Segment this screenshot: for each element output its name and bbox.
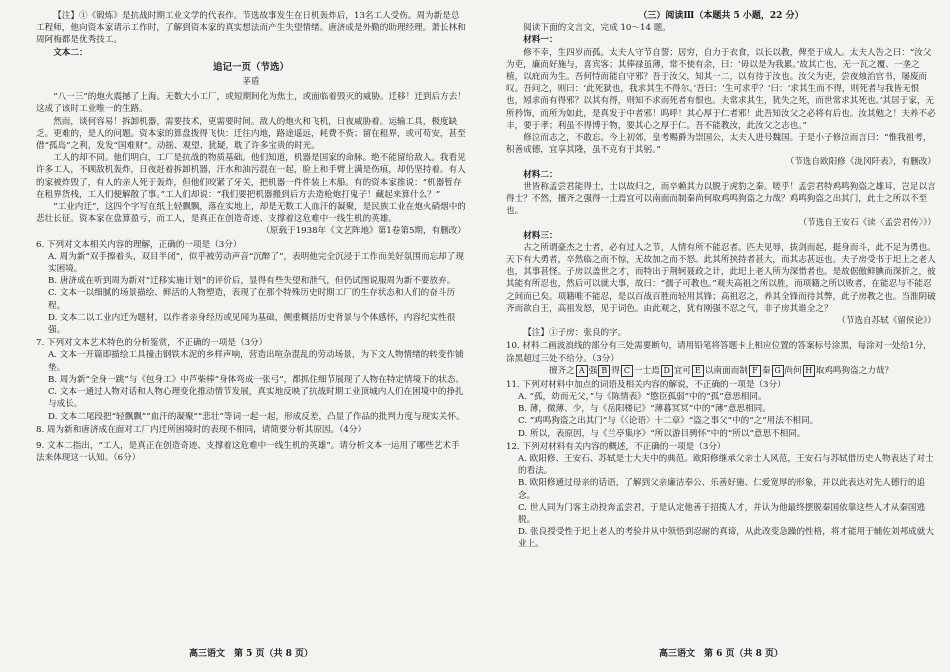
question-6: 6. 下列对文本相关内容的理解，正确的一项是（3分） (36, 239, 242, 250)
q10-segment: 擅齐之 (548, 365, 575, 376)
q10-box[interactable]: D (661, 365, 673, 377)
q7-option-c: C. 文本一通过人物对话和人物心理变化推动情节发展，真实地反映了抗战时期工业顶城内人们在困境中的挣扎与成长。 (48, 387, 464, 410)
question-7: 7. 下列对文本艺术特色的分析鉴赏，不正确的一项是（3分） (36, 338, 268, 349)
q10-segment: 强 (588, 365, 598, 376)
question-9: 9. 文本二指出，“工人，是真正在创造奇迹、支撑着这危难中一线生机的英雄”。请分析文本一运用了哪些艺术手法来体现这一认知。（6分） (36, 440, 460, 464)
q10-box[interactable]: H (803, 365, 815, 377)
text2-title: 追记一页（节选） (212, 61, 289, 73)
q7-option-a: A. 文本一开篇即描绘工具撞击钢铁木泥的乡样声响，营造出喧杂混乱的劳动场景，为下文人物情绪的转变作铺垫。 (48, 350, 464, 373)
q6-option-c: C. 文本一以细腻的场景描绘、鲜活的人物塑造，表现了在那个特殊历史时期工厂的生存状态和人们的奋斗历程。 (48, 288, 456, 311)
q10-segment: 得 (611, 365, 620, 376)
text2-paragraph: 然而，谈何容易！拆卸机器，需要技术，更需要时间。敌人的炮火和飞机，日夜威胁着。运输工具，极度缺乏。更难的，是人的问题。资本家的算盘拨得飞快：迁往内地，路途遥远，耗费不赀；留在租界，或可苟安，甚至借“孤岛”之利，发发“国难财”。动摇、观望、犹疑，耽了许多宝贵的时光。 (36, 116, 466, 152)
text2-label: 文本二： (53, 47, 88, 58)
right-page (506, 10, 936, 666)
q10-segment: 取鸡鸣狗盗之力哉？ (815, 365, 894, 376)
text2-paragraph: “工业内迁”，这四个字写在纸上轻飘飘，落在实地上，却是无数工人血汗的凝聚，是民族工业在炮火硝烟中的悲壮长征。资本家在盘算盈亏，而工人，是真正在创造奇迹、支撑着这危难中一线生机的英雄。 (36, 202, 466, 225)
q7-option-d: D. 文本二尾段把“轻飘飘”“血汗的凝聚”“悲壮”等词一起一起，形成反差，凸显了作品的批判力度与现实关怀。 (48, 411, 465, 422)
q11-option-d: D. 所以，表原因，与《兰亭集序》“所以游目骋怀”中的“所以”意思不相同。 (518, 428, 806, 439)
material-2-label: 材料二： (523, 169, 558, 180)
q11-option-a: A. “孤，幼而无父，”与《陈情表》“愍臣孤弱”中的“孤”意思相同。 (518, 391, 767, 402)
section-title: （三）阅读Ⅲ（本题共 5 小题，22 分） (638, 11, 804, 21)
text2-author: 茅盾 (242, 77, 260, 88)
material-3-source: （节选自苏轼《留侯论》） (837, 316, 936, 327)
section-intro: 阅读下面的文言文，完成 10～14 题。 (523, 23, 671, 34)
question-11: 11. 下列对材料中加点的词语及相关内容的解说，不正确的一项是（3分） (506, 379, 786, 390)
q11-option-b: B. 薄，微薄、少，与《岳阳楼记》“薄暮冥冥”中的“薄”意思相同。 (518, 404, 771, 415)
q6-option-b: B. 唐济成在听到周为新对“迁移实施计划”的评价后，显得有些失望和泄气，但仍试图说服周为新不要放弃。 (48, 276, 456, 287)
q11-option-c: C. “鸡鸣狗盗之出其门”与《〈论语〉十二章》“盗之事父”中的“之”用法不相同。 (518, 416, 819, 427)
material-1-text: 修不幸，生四岁而孤。太夫人守节自誓；居穷，自力于衣食，以长以教，俾至于成人。太夫人告之曰：“汝父为吏，廉而好施与，喜宾客；其俸禄虽薄，常不使有余，曰：‘毋以是为我累。’故其亡也，无一瓦之覆、一垄之植，以庇而为生。吾何恃而能自守邪？吾于汝父，知其一二，以有待于汝也。汝父为吏，尝夜烛治官书，屡废而叹。吾问之，则曰：‘此死狱也，我求其生不得尔。’吾曰：‘生可求乎？’曰：‘求其生而不得，则死者与我皆无恨也，矧求而有得邪？以其有得，则知不求而死者有恨也。夫常求其生，犹失之死，而世常求其死也。’其居于家，无所矜饰，而所为如此，是真发于中者邪！呜呼！其心厚于仁者邪！此吾知汝父之必将有后也。汝其勉之！夫养不必丰，要于孝；利虽不得博于物，要其心之厚于仁。吾不能教汝，此汝父之志也。” (506, 47, 936, 131)
page-footer-left: 高三语文 第 5 页（共 8 页） (188, 648, 314, 659)
question-10: 10. 材料二画波浪线的部分有三处需要断句，请用铅笔将答题卡上相应位置的答案标号涂黑，每涂对一处给1分，涂黑超过三处不给分。（3分） (506, 341, 932, 364)
q10-answer-boxes (506, 365, 936, 378)
note-text: 【注】①《锻炼》是抗战时期工业文学的代表作。节选故事发生在日机轰炸后，13名工人受伤。周为新是总工程师，他向资本家请示工作时，了解到资本家的真实想法而产生失望情绪。唐济成是外勤的助理经理。萧长林和周阿梅都是优秀技工。 (36, 11, 466, 46)
q10-segment: 秦 (761, 365, 771, 376)
q10-segment: 尚何 (784, 365, 802, 376)
page-footer-right: 高三语文 第 6 页（共 8 页） (658, 648, 784, 659)
q10-box[interactable]: A (576, 365, 588, 377)
material-3-text: 古之所谓豪杰之士者，必有过人之节，人情有所不能忍者。匹夫见辱，拔剑而起，挺身而斗，此不足为勇也。天下有大勇者，卒然临之而不惊，无故加之而不怒。此其所挟持者甚大，而其志甚远也。夫子房受书于圯上之老人也，其事甚怪。子房以盖世之才，而特出于荆轲聂政之计，此圯上老人所为深惜者也。是故倨傲鲜腆而深折之，彼其能有所忍也，然后可以就大事，故曰：“孺子可教也。”观夫高祖之所以胜，而项籍之所以败者，在能忍与不能忍之间而已矣。项籍唯不能忍，是以百战百胜而轻用其锋；高祖忍之，养其全锋而待其弊，此子房教之也。当淮阴破齐而欲自王，高祖发怒，见于词色。由此观之，犹有刚强不忍之气，非子房其谁全之？ (506, 242, 936, 314)
q10-box[interactable]: F (749, 365, 761, 377)
text2-paragraph: “八一三”的炮火震撼了上海。无数大小工厂，或短期间化为焦土，或面临着毁灭的威胁。迁移！迁到后方去！这成了该时工业唯一的生路。 (36, 92, 466, 115)
q7-option-b: B. 周为新“全身一跳”与《包身工》中芦柴棒“身体弯成一张弓”，都抓住细节展现了人物在特定情境下的状态。 (48, 374, 465, 385)
material-1-text-2: 修泣而志之，不敢忘。今上初郊，皇考赐爵为崇国公，太夫人进号魏国。于是小子修泣而言曰：“惟我祖考，积善成德，宜享其隆，虽不克有于其躬。” (506, 133, 932, 156)
q10-box[interactable]: B (598, 365, 610, 377)
q12-option-a: A. 欧阳修、王安石、苏轼是士大夫中的典范。欧阳修继承父亲士人风范，王安石与苏轼借历史人物表达了对士的看法。 (518, 453, 934, 477)
material-2-source: （节选自王安石《读〈孟尝君传〉》） (798, 218, 936, 229)
q12-option-d: D. 张良授受性于圯上老人的考验并从中领悟到忍耐的真谛，从此改变急躁的性格，将才能用于辅佐刘邦成就大业上。 (518, 527, 934, 550)
material-3-label: 材料三： (523, 230, 558, 241)
q12-option-b: B. 欧阳修通过母亲的话语，了解到父亲廉洁奉公、乐善好施、仁爱宽厚的形象，并以此表达对先人德行的追念。 (518, 478, 926, 501)
q10-segment: 一士焉 (633, 365, 660, 376)
q12-option-c: C. 世人同为门客主动投奔孟尝君，于是认定他善于招揽人才，并认为他最终摆脱秦国依靠这些人才从秦国逃脱。 (518, 502, 926, 525)
q6-option-d: D. 文本二以工业内迁为题材，以作者亲身经历或见闻为基础，侧重概括历史背景与个体感怀，内容纪实性很强。 (48, 312, 456, 336)
material-3-note: 【注】①子房：张良的字。 (523, 328, 627, 339)
q10-segment: 以南面而制 (704, 365, 748, 376)
q10-box[interactable]: E (692, 365, 704, 377)
text2-source: （原载于1938年《文艺阵地》第1卷第5期，有删改） (261, 226, 466, 237)
material-1-label: 材料一： (523, 35, 558, 46)
q10-box[interactable]: G (772, 365, 784, 377)
text2-paragraph: 工人的却不同。他们明白，工厂是抗战的物质基础。他们知道，机器是国家的命脉。绝不能留给敌人。我看见许多工人，不顾敌机轰炸，日夜赶着拆卸机器，汗水和油污混在一起，脸上和手臂上满是伤痕，却仍坚持着。有人的家被炸毁了，有人的亲人死于轰炸，但他们咬紧了牙关，把机器一件件装上木船。有的资本家推说：“机器暂存在租界货栈，工人们便解散了事。”工人们却说：“我们要把机器搬到后方去造枪炮打鬼子！藏起来算什么？” (36, 153, 466, 200)
q10-box[interactable]: C (621, 365, 633, 377)
left-page (36, 10, 466, 666)
material-2-text: 世皆称孟尝君能得士，士以故归之，而卒赖其力以脱于虎豹之秦。嗟乎！孟尝君特鸡鸣狗盗之雄耳，岂足以言得士？不然，擅齐之强得一士焉宜可以南面而制秦尚何取鸡鸣狗盗之力哉？鸡鸣狗盗之出其门，此士之所以不至也。 (506, 181, 936, 217)
q6-option-a: A. 周为新“双手擦着头，双目半闭”，似乎被劳动声音“沉醉了”，表明他完全沉浸于工作而美好氛围而忘却了现实困境。 (48, 251, 464, 275)
question-8: 8. 周为新和唐济成在面对工厂内迁所困境时的表现不相同，请简要分析其原因。（4分） (36, 424, 367, 435)
question-12: 12. 下列对材料有关内容的概述，不正确的一项是（3分） (506, 441, 726, 452)
q10-segment: 宜可 (673, 365, 691, 376)
material-1-source: （节选自欧阳修《泷冈阡表》，有删改） (785, 157, 936, 168)
